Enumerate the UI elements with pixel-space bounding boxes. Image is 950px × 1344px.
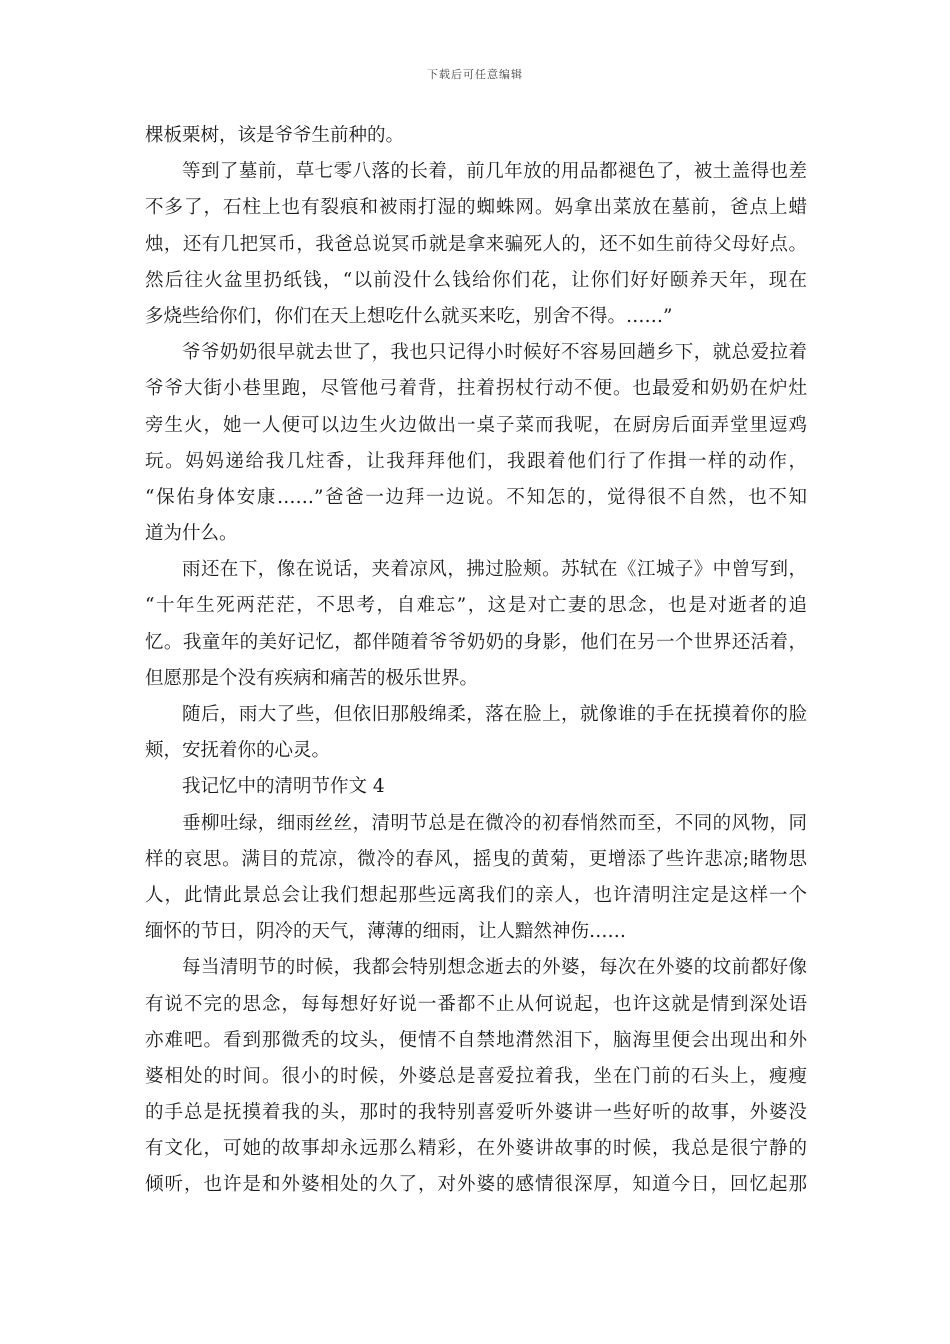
text-line: 样的哀思。满目的荒凉，微冷的春风，摇曳的黄菊，更增添了些许悲凉;睹物思 bbox=[145, 848, 807, 870]
text-line: 旁生火，她一人便可以边生火边做出一桌子菜而我呢，在厨房后面弄堂里逗鸡 bbox=[145, 414, 807, 436]
header-note: 下载后可任意编辑 bbox=[427, 68, 523, 81]
section-heading: 我记忆中的清明节作文 4 bbox=[182, 776, 385, 798]
text-line: 棵板栗树，该是爷爷生前种的。 bbox=[145, 125, 405, 146]
text-line: 有说不完的思念，每每想好好说一番都不止从何说起，也许这就是情到深处语 bbox=[145, 993, 807, 1015]
text-line: “保佑身体安康……”爸爸一边拜一边说。不知怎的，觉得很不自然，也不知 bbox=[145, 486, 807, 508]
text-line: 不多了，石柱上也有裂痕和被雨打湿的蜘蛛网。妈拿出菜放在墓前，爸点上蜡 bbox=[145, 197, 807, 219]
text-line: 玩。妈妈递给我几炷香，让我拜拜他们，我跟着他们行了作揖一样的动作， bbox=[145, 450, 807, 472]
text-line: 然后往火盆里扔纸钱，“以前没什么钱给你们花，让你们好好颐养天年，现在 bbox=[145, 269, 807, 291]
text-line: 缅怀的节日，阴冷的天气，薄薄的细雨，让人黯然神伤…… bbox=[145, 921, 627, 943]
text-line: 人，此情此景总会让我们想起那些远离我们的亲人，也许清明注定是这样一个 bbox=[145, 884, 807, 906]
text-line: 倾听，也许是和外婆相处的久了，对外婆的感情很深厚，知道今日，回忆起那 bbox=[145, 1174, 807, 1196]
text-line: 垂柳吐绿，细雨丝丝，清明节总是在微冷的初春悄然而至，不同的风物，同 bbox=[182, 812, 807, 834]
text-line: 雨还在下，像在说话，夹着凉风，拂过脸颊。苏轼在《江城子》中曾写到， bbox=[182, 559, 807, 581]
text-line: 每当清明节的时候，我都会特别想念逝去的外婆，每次在外婆的坟前都好像 bbox=[182, 957, 807, 979]
text-line: 的手总是抚摸着我的头，那时的我特别喜爱听外婆讲一些好听的故事，外婆没 bbox=[145, 1102, 807, 1124]
text-line: 颊，安抚着你的心灵。 bbox=[145, 740, 331, 762]
text-line: 但愿那是个没有疾病和痛苦的极乐世界。 bbox=[145, 667, 479, 689]
text-line: “十年生死两茫茫，不思考，自难忘”，这是对亡妻的思念，也是对逝者的追 bbox=[145, 595, 807, 617]
text-line: 忆。我童年的美好记忆，都伴随着爷爷奶奶的身影，他们在另一个世界还活着， bbox=[145, 631, 807, 653]
text-line: 婆相处的时间。很小的时候，外婆总是喜爱拉着我，坐在门前的石头上，瘦瘦 bbox=[145, 1065, 807, 1087]
text-line: 有文化，可她的故事却永远那么精彩，在外婆讲故事的时候，我总是很宁静的 bbox=[145, 1138, 807, 1160]
text-line: 亦难吧。看到那微秃的坟头，便情不自禁地潸然泪下，脑海里便会出现出和外 bbox=[145, 1029, 807, 1051]
text-line: 随后，雨大了些，但依旧那般绵柔，落在脸上，就像谁的手在抚摸着你的脸 bbox=[182, 704, 807, 725]
text-line: 等到了墓前，草七零八落的长着，前几年放的用品都褪色了，被土盖得也差 bbox=[182, 161, 807, 183]
document-body bbox=[145, 118, 807, 1204]
text-line: 道为什么。 bbox=[145, 523, 238, 545]
text-line: 爷爷大街小巷里跑，尽管他弓着背，拄着拐杖行动不便。也最爱和奶奶在炉灶 bbox=[145, 378, 807, 400]
text-line: 烛，还有几把冥币，我爸总说冥币就是拿来骗死人的，还不如生前待父母好点。 bbox=[145, 233, 807, 255]
text-line: 爷爷奶奶很早就去世了，我也只记得小时候好不容易回趟乡下，就总爱拉着 bbox=[182, 342, 807, 364]
text-line: 多烧些给你们，你们在天上想吃什么就买来吃，别舍不得。……” bbox=[145, 305, 673, 327]
